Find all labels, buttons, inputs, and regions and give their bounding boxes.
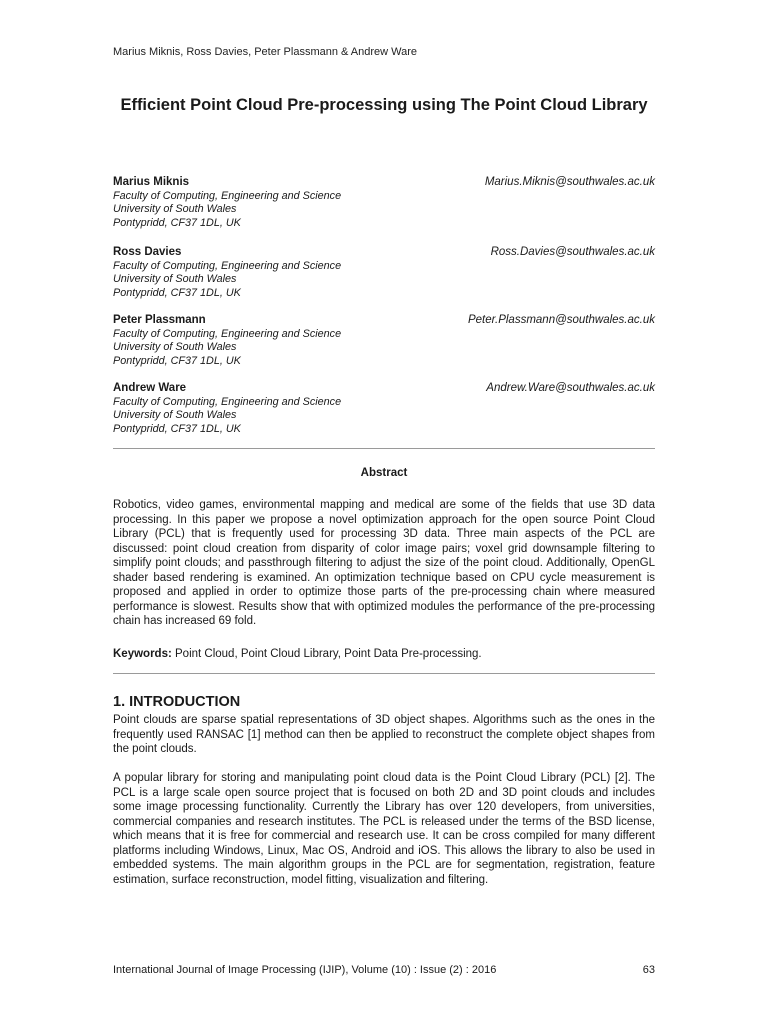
- author-name: Peter Plassmann: [113, 314, 206, 326]
- keywords-label: Keywords:: [113, 648, 172, 660]
- author-email: Andrew.Ware@southwales.ac.uk: [486, 382, 655, 394]
- author-email: Ross.Davies@southwales.ac.uk: [490, 246, 655, 258]
- author-block: [113, 176, 655, 230]
- abstract-text: Robotics, video games, environmental mapping and medical are some of the fields that use 3D data processing. In this paper we propose a novel optimization approach for the open source Point Cloud Library (PCL) that is frequently used for processing 3D data. Three main aspects of the PCL are discussed: point cloud creation from disparity of color image pairs; voxel grid downsample filtering to simplify point clouds; and passthrough filtering to adjust the size of the point cloud. Additionally, OpenGL shader based rendering is examined. An optimization technique based on CPU cycle measurement is proposed and applied in order to optimize those parts of the pre-processing chain where measured performance is slowest. Results show that with optimized modules the performance of the pre-processing chain has increased 69 fold.: [113, 499, 655, 627]
- author-email: Peter.Plassmann@southwales.ac.uk: [467, 314, 655, 326]
- author-address: Pontypridd, CF37 1DL, UK: [113, 422, 241, 435]
- divider: [113, 448, 655, 449]
- author-university: University of South Wales: [113, 203, 237, 216]
- author-block: [113, 246, 655, 300]
- author-faculty: Faculty of Computing, Engineering and Science: [113, 395, 342, 408]
- author-email: Marius.Miknis@southwales.ac.uk: [484, 176, 655, 188]
- author-faculty: Faculty of Computing, Engineering and Science: [113, 189, 342, 202]
- intro-paragraph: Point clouds are sparse spatial representations of 3D object shapes. Algorithms such as the ones in the frequently used RANSAC [1] method can then be applied to reconstruct the complete object shapes from the point clouds.: [113, 714, 655, 755]
- author-faculty: Faculty of Computing, Engineering and Science: [113, 327, 342, 340]
- paper-title: Efficient Point Cloud Pre-processing using The Point Cloud Library: [120, 96, 648, 114]
- footer-journal: International Journal of Image Processing (IJIP), Volume (10) : Issue (2) : 2016: [113, 964, 497, 976]
- divider: [113, 673, 655, 674]
- section-heading: 1. INTRODUCTION: [113, 694, 241, 710]
- author-university: University of South Wales: [113, 409, 237, 422]
- author-name: Ross Davies: [113, 246, 182, 258]
- author-name: Marius Miknis: [113, 176, 190, 188]
- intro-paragraph: A popular library for storing and manipulating point cloud data is the Point Cloud Library (PCL) [2]. The PCL is a large scale open source project that is focused on both 2D and 3D point clouds and includes some image processing functionality. Currently the Library has over 120 developers, from universities, commercial companies and research institutes. The PCL is released under the terms of the BSD license, which means that it is free for commercial and research use. It can be cross compiled for many different platforms including Windows, Linux, Mac OS, Android and iOS. This allows the library to also be used in embedded systems. The main algorithm groups in the PCL are for segmentation, registration, feature estimation, surface reconstruction, model fitting, visualization and filtering.: [113, 772, 655, 886]
- author-address: Pontypridd, CF37 1DL, UK: [113, 286, 241, 299]
- abstract-heading: Abstract: [360, 467, 408, 479]
- author-block: [113, 314, 655, 368]
- author-address: Pontypridd, CF37 1DL, UK: [113, 216, 241, 229]
- keywords-text: Point Cloud, Point Cloud Library, Point Data Pre-processing.: [175, 648, 482, 660]
- author-university: University of South Wales: [113, 341, 237, 354]
- author-address: Pontypridd, CF37 1DL, UK: [113, 354, 241, 367]
- author-block: [113, 382, 655, 436]
- running-head: Marius Miknis, Ross Davies, Peter Plassmann & Andrew Ware: [113, 46, 418, 58]
- author-university: University of South Wales: [113, 273, 237, 286]
- keywords: [113, 647, 655, 662]
- author-name: Andrew Ware: [113, 382, 187, 394]
- page-number: 63: [642, 964, 655, 976]
- author-faculty: Faculty of Computing, Engineering and Science: [113, 259, 342, 272]
